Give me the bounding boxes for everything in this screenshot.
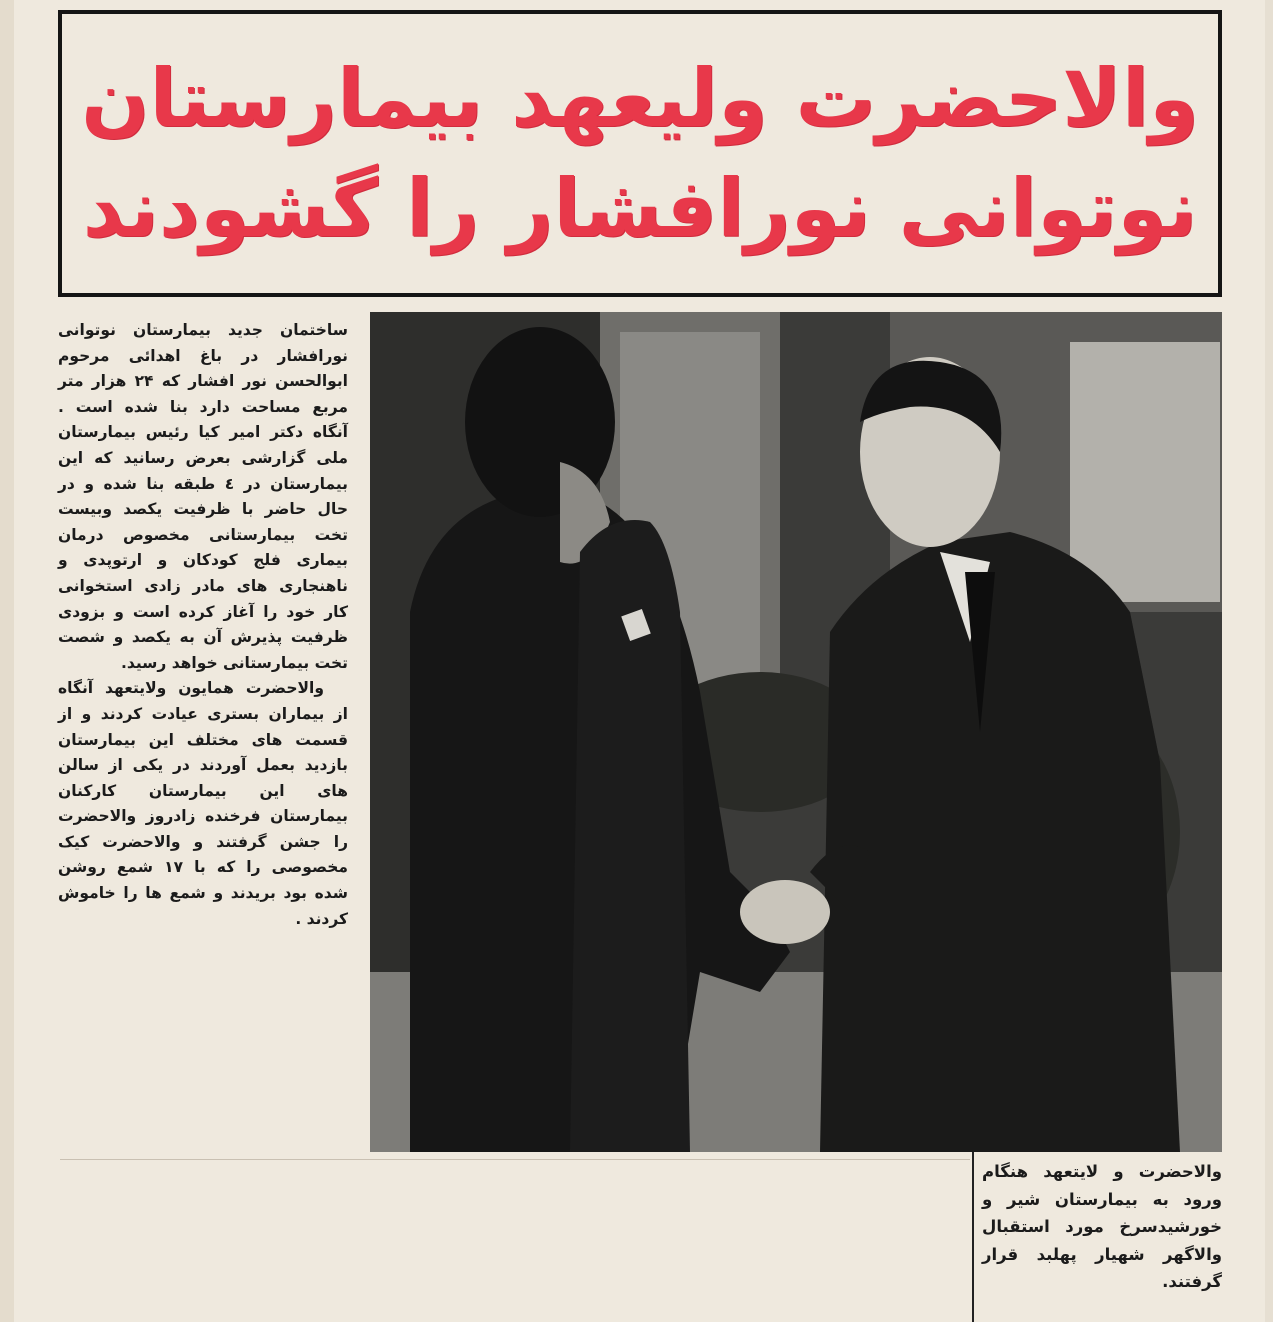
headline-line-2: نوتوانی نورافشار را گشودند	[82, 161, 1198, 255]
page-margin	[0, 0, 14, 1322]
caption-text: والاحضرت و لایتعهد هنگام ورود به بیمارستان شیر و خورشیدسرخ مورد استقبال والاگهر شهیار پهلبد قرار گرفتند.	[982, 1162, 1222, 1291]
photograph-icon	[370, 312, 1222, 1152]
article-paragraph: ساختمان جدید بیمارستان نوتوانی نورافشار در باغ اهدائی مرحوم ابوالحسن نور افشار که ۲۴ هزار متر مربع مساحت دارد بنا شده است . آنگاه دکتر امیر کیا رئیس بیمارستان ملی گزارشی بعرض رسانید که این بیمارستان در ٤ طبقه بنا شده و در حال حاضر با ظرفیت یکصد وبیست تخت بیمارستانی مخصوص درمان بیماری فلج کودکان و ارتوپدی و ناهنجاری های مادر زادی استخوانی کار خود را آغاز کرده است و بزودی ظرفیت پذیرش آن به یکصد و شصت تخت بیمارستانی خواهد رسید.	[58, 321, 348, 672]
headline	[76, 26, 1204, 281]
headline-line-1: والاحضرت ولیعهد بیمارستان	[81, 51, 1199, 145]
article-paragraph: والاحضرت همایون ولایتعهد آنگاه از بیماران بستری عیادت کردند و از قسمت های مختلف این بیمارستان بازدید بعمل آوردند در یکی از سالن های این بیمارستان کارکنان بیمارستان فرخنده زادروز والاحضرت را جشن گرفتند و والاحضرت کیک مخصوصی را که با ۱۷ شمع روشن شده بود بریدند و شمع ها را خاموش کردند .	[58, 679, 349, 928]
photo-caption	[982, 1158, 1222, 1296]
headline-box	[58, 10, 1222, 297]
caption-divider	[60, 1159, 970, 1160]
news-photo	[370, 312, 1222, 1152]
article-body	[58, 318, 348, 1158]
caption-column-rule	[972, 1152, 974, 1322]
page-edge	[1265, 0, 1273, 1322]
